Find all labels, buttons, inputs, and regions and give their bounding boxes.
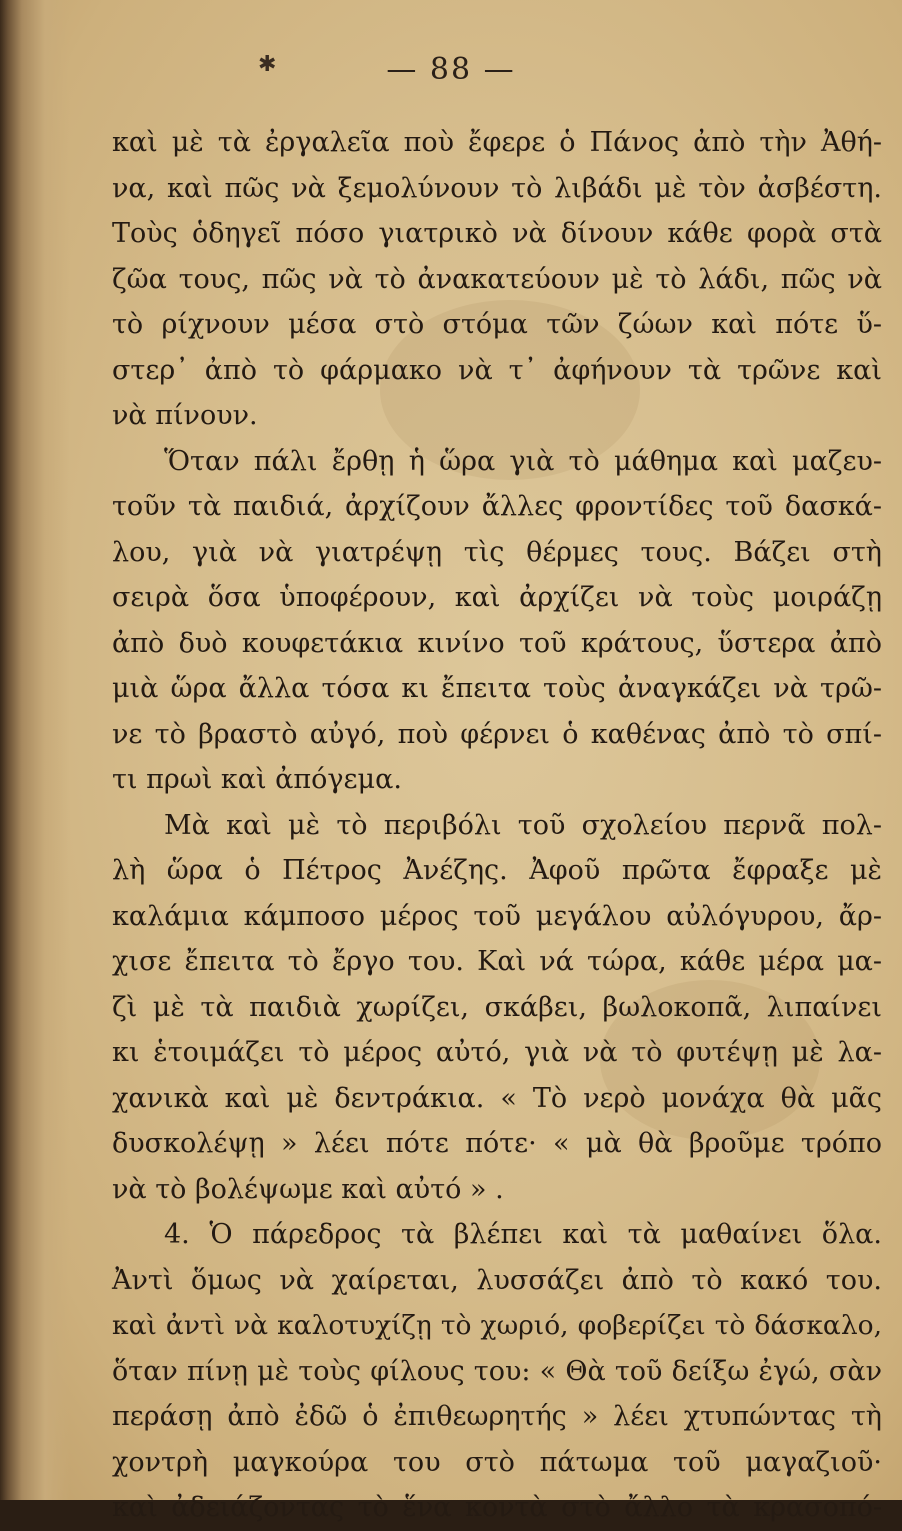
text-line: χανικὰ καὶ μὲ δεντράκια. « Τὸ νερὸ μονάχα θὰ μᾶς bbox=[112, 1082, 882, 1114]
text-line: ἀπὸ δυὸ κουφετάκια κινίνο τοῦ κράτους, ὕστερα ἀπὸ bbox=[112, 627, 882, 659]
text-line: τοῦν τὰ παιδιά, ἀρχίζουν ἄλλες φροντίδες τοῦ δασκά- bbox=[112, 491, 882, 522]
text-line: Ὅταν πάλι ἔρθῃ ἡ ὥρα γιὰ τὸ μάθημα καὶ μαζευ- bbox=[164, 445, 882, 477]
page-number: — 88 — bbox=[386, 52, 516, 87]
text-line: ὅταν πίνῃ μὲ τοὺς φίλους του: « Θὰ τοῦ δείξω ἐγώ, σὰν bbox=[112, 1355, 882, 1387]
text-line: λου, γιὰ νὰ γιατρέψῃ τὶς θέρμες τους. Βάζει στὴ bbox=[112, 536, 882, 568]
text-line: καὶ ἀδειάζοντας τὸ ἕνα κοντὰ στὸ ἄλλο τὰ κρασοπό- bbox=[112, 1492, 882, 1523]
text-line: 4. Ὁ πάρεδρος τὰ βλέπει καὶ τὰ μαθαίνει ὅλα. bbox=[164, 1219, 882, 1250]
text-line: λὴ ὥρα ὁ Πέτρος Ἀνέζης. Ἀφοῦ πρῶτα ἔφραξε μὲ bbox=[112, 855, 882, 886]
text-line: κι ἑτοιμάζει τὸ μέρος αὐτό, γιὰ νὰ τὸ φυτέψῃ μὲ λα- bbox=[112, 1037, 882, 1068]
text-line: μιὰ ὥρα ἄλλα τόσα κι ἔπειτα τοὺς ἀναγκάζει νὰ τρῶ- bbox=[112, 673, 882, 704]
text-line: περάσῃ ἀπὸ ἐδῶ ὁ ἐπιθεωρητής » λέει χτυπώντας τὴ bbox=[112, 1401, 882, 1432]
text-line: σειρὰ ὅσα ὑποφέρουν, καὶ ἀρχίζει νὰ τοὺς μοιράζῃ bbox=[112, 582, 882, 613]
text-line: τὸ ρίχνουν μέσα στὸ στόμα τῶν ζώων καὶ πότε ὕ- bbox=[112, 309, 882, 340]
text-line: Τοὺς ὁδηγεῖ πόσο γιατρικὸ νὰ δίνουν κάθε φορὰ στὰ bbox=[112, 218, 882, 249]
text-line: χοντρὴ μαγκούρα του στὸ πάτωμα τοῦ μαγαζιοῦ· bbox=[112, 1446, 882, 1478]
text-line: νε τὸ βραστὸ αὐγό, ποὺ φέρνει ὁ καθένας ἀπὸ τὸ σπί- bbox=[112, 718, 882, 750]
page-gutter bbox=[0, 0, 70, 1500]
text-line: τι πρωὶ καὶ ἀπόγεμα. bbox=[112, 764, 402, 795]
text-line: καὶ ἀντὶ νὰ καλοτυχίζῃ τὸ χωριό, φοβερίζει τὸ δάσκαλο, bbox=[112, 1310, 882, 1341]
text-line: καὶ μὲ τὰ ἐργαλεῖα ποὺ ἔφερε ὁ Πάνος ἀπὸ τὴν Ἀθή- bbox=[112, 127, 882, 158]
text-line: δυσκολέψῃ » λέει πότε πότε· « μὰ θὰ βροῦμε τρόπο bbox=[112, 1128, 882, 1159]
text-line: Ἀντὶ ὅμως νὰ χαίρεται, λυσσάζει ἀπὸ τὸ κακό του. bbox=[112, 1264, 882, 1296]
text-line: καλάμια κάμποσο μέρος τοῦ μεγάλου αὐλόγυρου, ἄρ- bbox=[112, 900, 882, 932]
text-line: να, καὶ πῶς νὰ ξεμολύνουν τὸ λιβάδι μὲ τὸν ἀσβέστη. bbox=[112, 172, 882, 204]
text-line: νὰ πίνουν. bbox=[112, 400, 258, 431]
text-line: στερ᾽ ἀπὸ τὸ φάρμακο νὰ τ᾽ ἀφήνουν τὰ τρῶνε καὶ bbox=[112, 354, 882, 386]
text-line: χισε ἔπειτα τὸ ἔργο του. Καὶ νά τώρα, κάθε μέρα μα- bbox=[112, 946, 882, 977]
text-line: ζῶα τους, πῶς νὰ τὸ ἀνακατεύουν μὲ τὸ λάδι, πῶς νὰ bbox=[112, 263, 882, 295]
text-line: ζὶ μὲ τὰ παιδιὰ χωρίζει, σκάβει, βωλοκοπᾶ, λιπαίνει bbox=[112, 991, 882, 1023]
print-mark-icon: ✱ bbox=[258, 52, 277, 77]
text-line: νὰ τὸ βολέψωμε καὶ αὐτό » . bbox=[112, 1173, 504, 1205]
text-line: Μὰ καὶ μὲ τὸ περιβόλι τοῦ σχολείου περνᾶ πολ- bbox=[164, 809, 882, 841]
text-body bbox=[112, 120, 882, 1531]
